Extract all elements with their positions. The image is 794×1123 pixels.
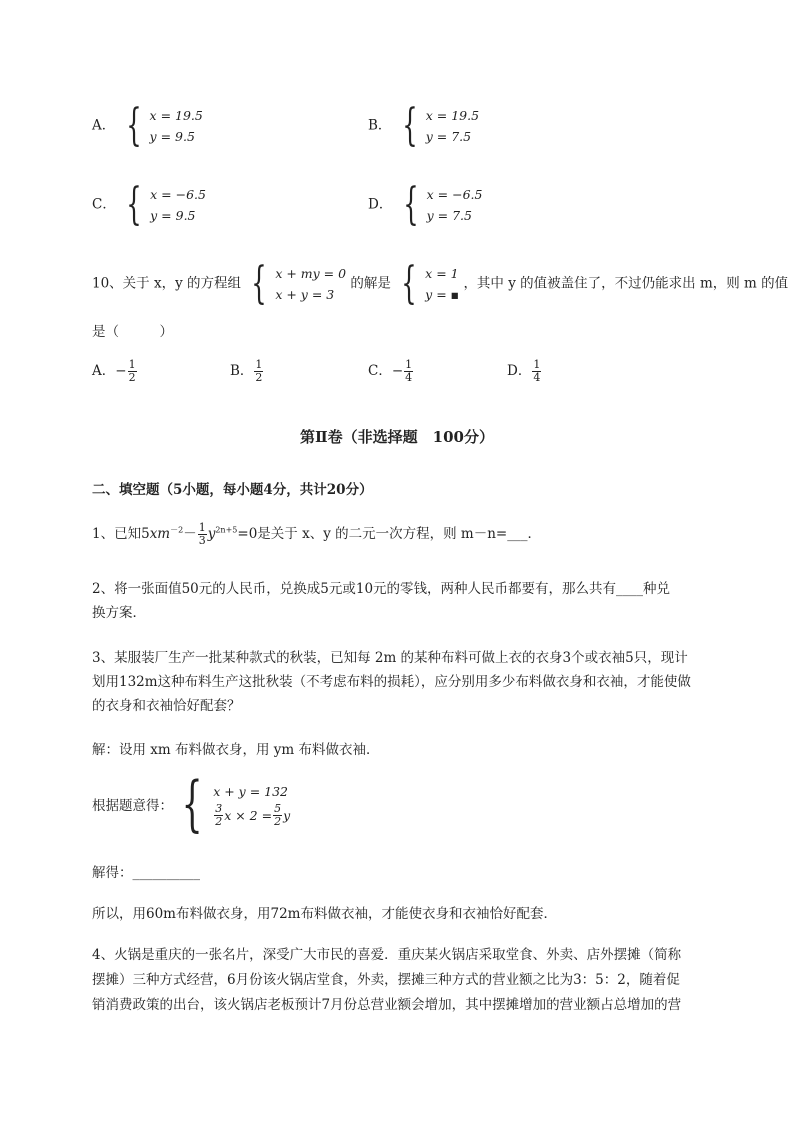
equation-system: { x = −6.5 y = 7.5 <box>402 179 483 230</box>
brace-icon: { <box>402 179 419 230</box>
fill-question-2-line1: 2、将一张面值50元的人民币，兑换成5元或10元的零钱，两种人民币都要有，那么共有____种兑 <box>92 581 671 597</box>
fill-question-4-line3: 销消费政策的出台，该火锅店老板预计7月份总营业额会增加，其中摆摊增加的营业额占总增加的营 <box>92 997 682 1013</box>
q10-option-a: A．− $\frac{1}{2}$ <box>92 358 136 384</box>
option-b <box>368 100 480 151</box>
brace-icon: { <box>181 769 203 839</box>
q10-option-d: D． $\frac{1}{4}$ <box>507 358 541 384</box>
question-10-cont: 是（ ） <box>92 324 173 340</box>
brace-icon: { <box>251 258 268 309</box>
brace-icon: { <box>401 258 417 309</box>
part-title: 第Ⅱ卷（非选择题 100分） <box>300 428 494 446</box>
brace-icon: { <box>402 100 418 151</box>
option-c <box>92 179 206 230</box>
fill-question-3-line3: 的衣身和衣袖恰好配套？ <box>92 698 241 714</box>
option-label: C． <box>92 196 116 213</box>
solve-blank: 解得：__________ <box>92 865 200 881</box>
option-a <box>92 100 203 151</box>
q10-option-c: C．− $\frac{1}{4}$ <box>368 358 413 384</box>
fill-question-2-line2: 换方案． <box>92 605 146 621</box>
option-d <box>368 179 483 230</box>
fill-question-1: 1、已知$5xm^{-2}-$ $\frac{1}{3}$ $y^{2n+5}=0$是关于 x、y 的二元一次方程，则 m－n=___． <box>92 521 541 547</box>
equation-system: { x = 19.5 y = 7.5 <box>402 100 480 151</box>
equation-system: { x = −6.5 y = 9.5 <box>126 179 206 230</box>
option-label: A． <box>92 117 116 134</box>
q10-option-b: B． $\frac{1}{2}$ <box>230 358 263 384</box>
section-title: 二、填空题（5小题，每小题4分，共计20分） <box>92 482 373 498</box>
fill-question-4-line2: 摆摊）三种方式经营，6月份该火锅店堂食，外卖，摆摊三种方式的营业额之比为3：5：2，随着促 <box>92 972 680 988</box>
question-10: 10、关于 x，y 的方程组 { x + my = 0 x + y = 3 的解是 { x = 1 y = ▪ ，其中 y 的值被盖住了，不过仍能求出 m，则 m 的值 <box>92 258 789 309</box>
option-label: D． <box>368 196 393 213</box>
fill-question-3-line2: 划用132m这种布料生产这批秋装（不考虑布料的损耗），应分别用多少布料做衣身和衣袖，才能使做 <box>92 674 691 690</box>
fill-question-4-line1: 4、火锅是重庆的一张名片，深受广大市民的喜爱．重庆某火锅店采取堂食、外卖、店外摆摊（简称 <box>92 947 682 963</box>
solution-system: { x = 1 y = ▪ <box>401 258 460 309</box>
brace-icon: { <box>125 100 142 151</box>
brace-icon: { <box>126 179 142 230</box>
solution-text: 解：设用 xm 布料做衣身，用 ym 布料做衣袖． <box>92 742 380 758</box>
equation-system: { x + my = 0 x + y = 3 <box>251 258 347 309</box>
equation-system: { x = 19.5 y = 9.5 <box>125 100 203 151</box>
fill-question-3-line1: 3、某服装厂生产一批某种款式的秋装，已知每 2m 的某种布料可做上衣的衣身3个或衣袖5只，现计 <box>92 650 688 666</box>
basis-equations: 根据题意得： { x + y = 132 $\frac{3}{2}$ x × 2 = $\frac{5}{2}$ y <box>92 769 291 839</box>
option-label: B． <box>368 117 392 134</box>
conclusion-text: 所以，用60m布料做衣身，用72m布料做衣袖，才能使衣身和衣袖恰好配套． <box>92 906 557 922</box>
